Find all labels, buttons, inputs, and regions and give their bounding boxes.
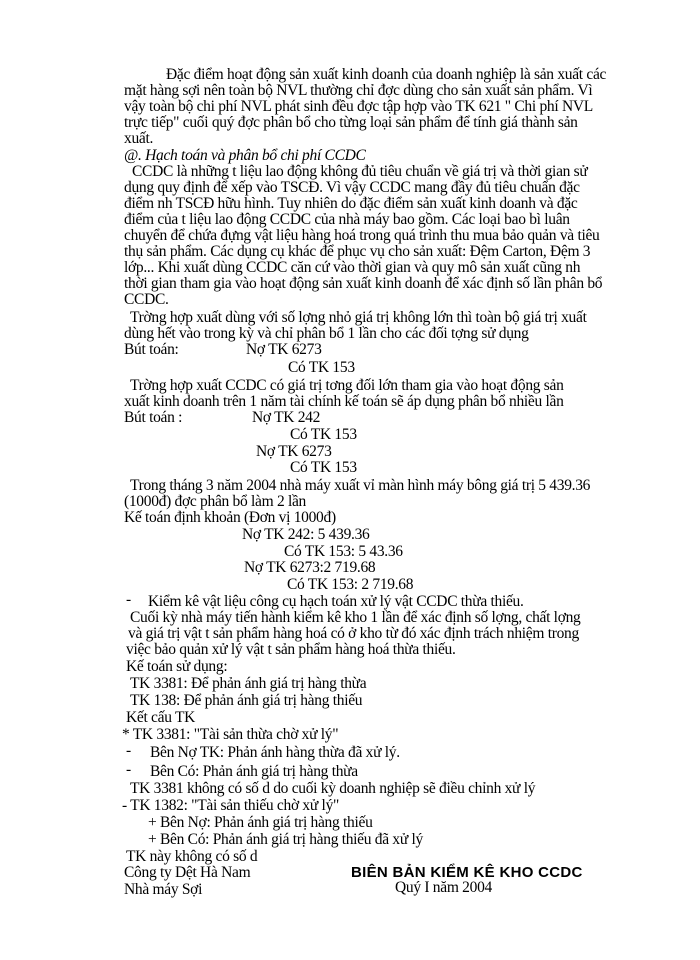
journal-line-1: Nợ TK 242: 5 439.36 (242, 526, 370, 543)
intro-line-2: mặt hàng sợi nên toàn bộ NVL thường chỉ đợc dùng cho sản xuất sản phẩm. Vì (124, 82, 593, 99)
intro-line-1: Đặc điểm hoạt động sản xuất kinh doanh của doanh nghiệp là sản xuất các (166, 66, 607, 83)
credit-side-bullet-glyph: - (126, 761, 131, 778)
ccdc-line-2: dụng quy định để xếp vào TSCĐ. Vì vậy CCDC mang đầy đủ tiêu chuẩn đặc (124, 179, 580, 196)
structure-debit-1382: + Bên Nợ: Phản ánh giá trị hàng thiếu (148, 814, 373, 831)
example-line-1: Trong tháng 3 năm 2004 nhà máy xuất vỉ màn hình máy bông giá trị 5 439.36 (130, 477, 591, 494)
accounts-label: Kế toán sử dụng: (126, 658, 228, 675)
intro-line-5: xuất. (124, 130, 154, 147)
journal-line-3: Nợ TK 6273:2 719.68 (244, 559, 376, 576)
entry1-label: Bút toán: (124, 341, 179, 358)
company-name: Công ty Dệt Hà Nam (124, 864, 251, 881)
structure-tk3381-note: TK 3381 không có số d do cuối kỳ doanh nghiệp sẽ điều chỉnh xử lý (130, 780, 536, 797)
entry2-credit-2: Có TK 153 (290, 459, 357, 476)
inventory-bullet-text: Kiểm kê vật liệu công cụ hạch toán xử lý vật CCDC thừa thiếu. (148, 593, 524, 610)
ccdc-line-1: CCDC là những t liệu lao động không đủ tiêu chuẩn về giá trị và thời gian sử (132, 163, 588, 180)
case-large-line-1: Trờng hợp xuất CCDC có giá trị tơng đối lớn tham gia vào hoạt động sản (130, 377, 564, 394)
section-heading: @. Hạch toán và phân bổ chi phí CCDC (124, 147, 366, 164)
ccdc-line-3: điểm nh TSCĐ hữu hình. Tuy nhiên do đặc điểm sản xuất kinh doanh và đặc (124, 195, 578, 212)
inventory-bullet-glyph: - (126, 591, 131, 608)
inventory-line-1: Cuối kỳ nhà máy tiến hành kiểm kê kho 1 lần để xác định số lợng, chất lợng (130, 609, 581, 626)
structure-no-balance: TK này không có số d (126, 848, 258, 865)
case-small-line-1: Trờng hợp xuất dùng với số lợng nhỏ giá trị không lớn thì toàn bộ giá trị xuất (130, 309, 587, 326)
example-line-2: (1000đ) đợc phân bổ làm 2 lần (124, 493, 307, 510)
entry2-credit-1: Có TK 153 (290, 426, 357, 443)
ccdc-line-9: CCDC. (124, 291, 169, 308)
case-large-line-2: xuất kinh doanh trên 1 năm tài chính kế toán sẽ áp dụng phân bổ nhiều lần (124, 393, 564, 410)
ccdc-line-5: chuyển để chứa đựng vật liệu hàng hoá trong quá trình thu mua bảo quản và tiêu (124, 227, 600, 244)
ccdc-line-8: thời gian tham gia vào hoạt động sản xuất kinh doanh để xác định số lần phân bổ (124, 275, 603, 292)
intro-line-3: vậy toàn bộ chi phí NVL phát sinh đều đợc tập hợp vào TK 621 " Chi phí NVL (124, 98, 593, 115)
journal-label: Kế toán định khoản (Đơn vị 1000đ) (124, 509, 336, 526)
factory-name: Nhà máy Sợi (124, 881, 203, 898)
case-small-line-2: dùng hết vào trong kỳ và chỉ phân bổ 1 lần cho các đối tợng sử dụng (124, 325, 529, 342)
structure-debit-side: Bên Nợ TK: Phản ánh hàng thừa đã xử lý. (150, 744, 400, 761)
structure-tk1382-title: - TK 1382: "Tài sản thiếu chờ xử lý" (122, 797, 340, 814)
account-tk3381: TK 3381: Để phản ánh giá trị hàng thừa (130, 675, 367, 692)
journal-line-4: Có TK 153: 2 719.68 (287, 576, 414, 593)
entry2-label: Bút toán : (124, 409, 183, 426)
structure-credit-side: Bên Có: Phản ánh giá trị hàng thừa (150, 763, 358, 780)
entry1-credit: Có TK 153 (288, 359, 355, 376)
structure-label: Kết cấu TK (126, 709, 196, 726)
structure-tk3381-title: * TK 3381: "Tài sản thừa chờ xử lý" (122, 726, 339, 743)
structure-credit-1382: + Bên Có: Phản ánh giá trị hàng thiếu đã xử lý (148, 831, 423, 848)
entry2-debit-2: Nợ TK 6273 (256, 443, 332, 460)
ccdc-line-4: điểm của t liệu lao động CCDC của nhà máy bao gồm. Các loại bao bì luân (124, 211, 570, 228)
intro-line-4: trực tiếp" cuối quý đợc phân bổ cho từng loại sản phẩm để tính giá thành sản (124, 114, 578, 131)
entry1-debit: Nợ TK 6273 (246, 341, 322, 358)
report-quarter: Quý I năm 2004 (395, 879, 492, 896)
report-title: BIÊN BẢN KIỂM KÊ KHO CCDC (351, 864, 583, 881)
inventory-line-2: và giá trị vật t sản phẩm hàng hoá có ở kho từ đó xác định trách nhiệm trong (128, 625, 579, 642)
debit-side-bullet-glyph: - (126, 742, 131, 759)
ccdc-line-6: thụ sản phẩm. Các dụng cụ khác để phục vụ cho sản xuất: Đệm Carton, Đệm 3 (124, 243, 591, 260)
account-tk138: TK 138: Để phản ánh giá trị hàng thiếu (130, 692, 363, 709)
ccdc-line-7: lớp... Khi xuất dùng CCDC căn cứ vào thời gian và quy mô sản xuất cũng nh (124, 259, 581, 276)
journal-line-2: Có TK 153: 5 43.36 (284, 543, 403, 560)
inventory-line-3: việc bảo quản xử lý vật t sản phẩm hàng hoá thừa thiếu. (126, 641, 456, 658)
entry2-debit-1: Nợ TK 242 (252, 409, 321, 426)
